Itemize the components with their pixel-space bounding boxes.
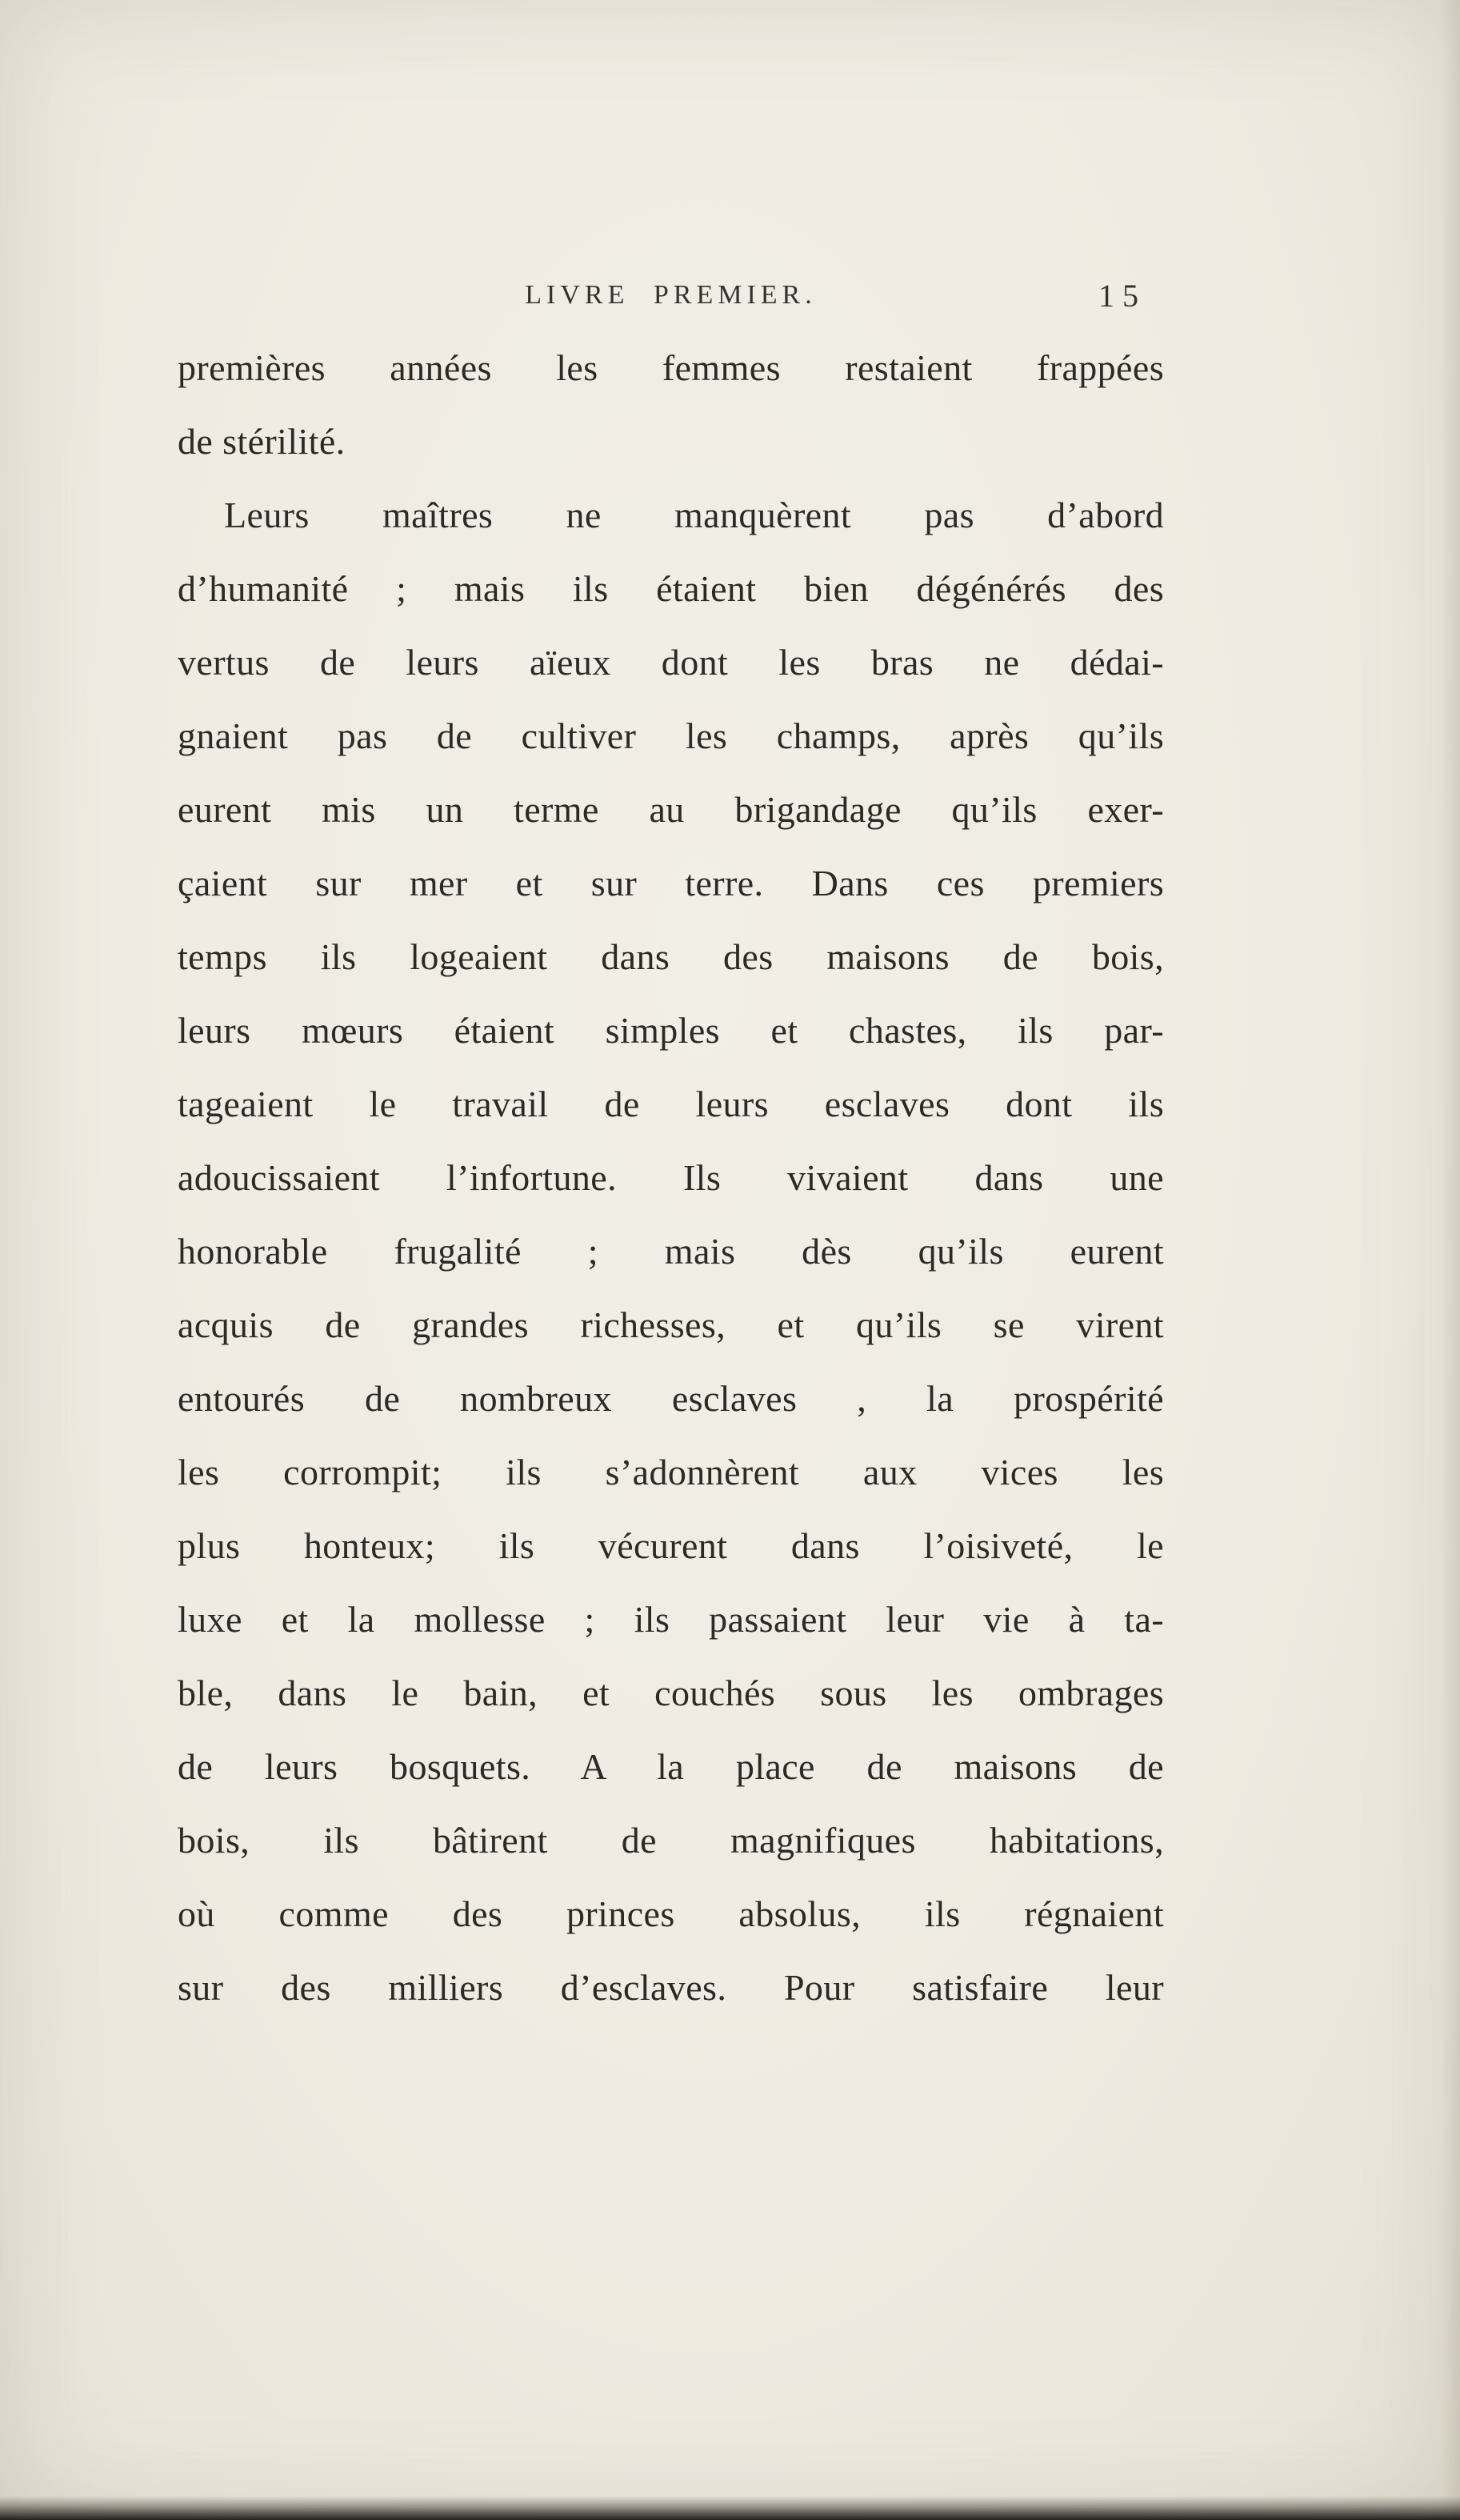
text-line: de leurs bosquets. A la place de maisons de: [178, 1746, 1164, 1787]
page-header: [178, 280, 1164, 320]
text-line: tageaient le travail de leurs esclaves dont ils: [178, 1084, 1164, 1124]
text-line: luxe et la mollesse ; ils passaient leur vie à ta-: [178, 1599, 1164, 1640]
text-line: plus honteux; ils vécurent dans l’oisiveté, le: [178, 1525, 1164, 1566]
text-line: sur des milliers d’esclaves. Pour satisfaire leur: [178, 1967, 1164, 2008]
text-block: [178, 331, 1164, 2025]
text-line: acquis de grandes richesses, et qu’ils se virent: [178, 1304, 1164, 1345]
text-line: les corrompit; ils s’adonnèrent aux vices les: [178, 1452, 1164, 1492]
scan-edge-right: [1441, 0, 1460, 2520]
scan-edge-bottom: [0, 2496, 1460, 2520]
text-line: gnaient pas de cultiver les champs, après qu’ils: [178, 715, 1164, 756]
text-line: çaient sur mer et sur terre. Dans ces premiers: [178, 863, 1164, 903]
text-line: où comme des princes absolus, ils régnaient: [178, 1893, 1164, 1934]
text-line: bois, ils bâtirent de magnifiques habitations,: [178, 1820, 1164, 1861]
page-number: 15: [1098, 278, 1146, 314]
text-line: d’humanité ; mais ils étaient bien dégénérés des: [178, 568, 1164, 609]
text-line: leurs mœurs étaient simples et chastes, ils par-: [178, 1010, 1164, 1051]
text-line: honorable frugalité ; mais dès qu’ils eurent: [178, 1231, 1164, 1272]
text-line: vertus de leurs aïeux dont les bras ne dédai-: [178, 642, 1164, 683]
text-line: entourés de nombreux esclaves , la prospérité: [178, 1378, 1164, 1419]
text-line: Leurs maîtres ne manquèrent pas d’abord: [224, 495, 1164, 535]
running-title: LIVRE PREMIER.: [525, 280, 817, 310]
text-line: de stérilité.: [178, 421, 346, 462]
text-line: eurent mis un terme au brigandage qu’ils exer-: [178, 789, 1164, 830]
text-line: ble, dans le bain, et couchés sous les ombrages: [178, 1673, 1164, 1713]
text-line: temps ils logeaient dans des maisons de bois,: [178, 936, 1164, 977]
text-line: adoucissaient l’infortune. Ils vivaient dans une: [178, 1157, 1164, 1198]
text-line: premières années les femmes restaient frappées: [178, 347, 1164, 388]
